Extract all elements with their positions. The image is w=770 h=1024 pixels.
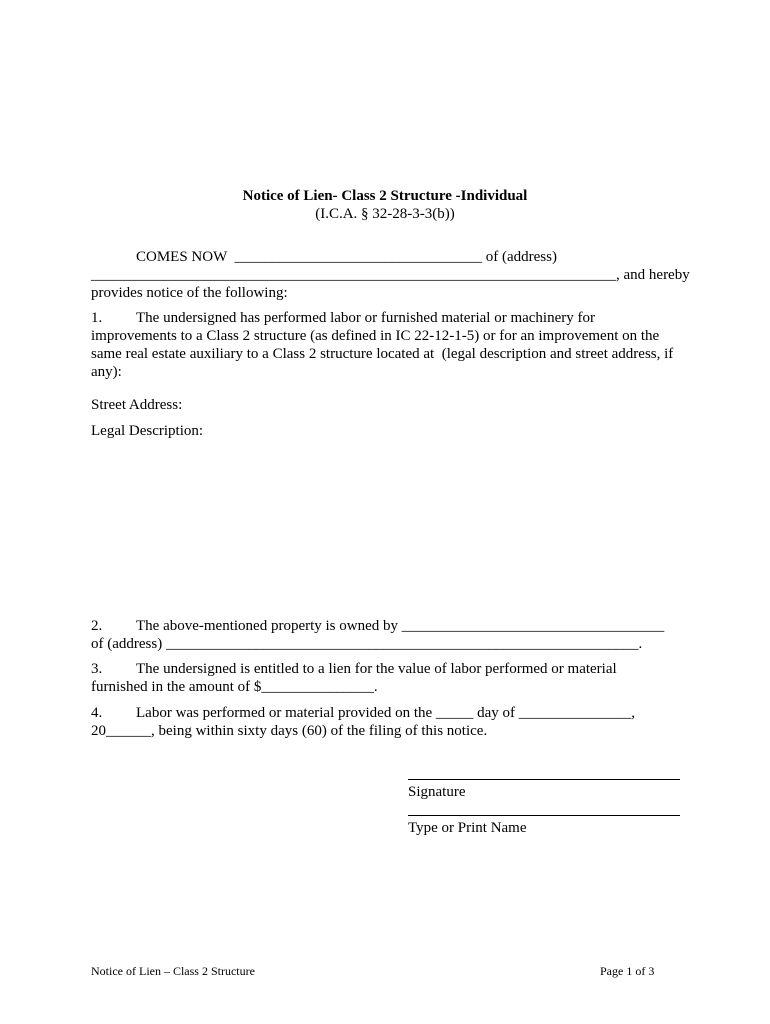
signature-label: Signature <box>408 784 466 800</box>
signature-line <box>408 779 680 780</box>
section1-line2: improvements to a Class 2 structure (as defined in IC 22-12-1-5) or for an improvement on the <box>91 328 660 344</box>
document-title: Notice of Lien- Class 2 Structure -Individual <box>242 188 528 204</box>
section3-number: 3. <box>91 661 103 677</box>
section1-number: 1. <box>91 310 103 326</box>
print-name-label: Type or Print Name <box>408 820 527 836</box>
street-address-label: Street Address: <box>91 397 183 413</box>
section4-line1: Labor was performed or material provided on the _____ day of _______________, <box>136 705 636 721</box>
section1-line1: The undersigned has performed labor or furnished material or machinery for <box>136 310 595 326</box>
section1-line3: same real estate auxiliary to a Class 2 structure located at (legal description and street address, if <box>91 346 674 362</box>
section2-number: 2. <box>91 618 103 634</box>
section4-number: 4. <box>91 705 103 721</box>
section2-line1: The above-mentioned property is owned by ___________________________________ <box>136 618 665 634</box>
comes-now-line: COMES NOW _________________________________ of (address) <box>136 249 557 265</box>
section1-line4: any): <box>91 364 122 380</box>
document-citation: (I.C.A. § 32-28-3-3(b)) <box>315 206 455 222</box>
footer-page-number: Page 1 of 3 <box>600 964 655 978</box>
legal-description-label: Legal Description: <box>91 423 204 439</box>
comes-now-address-line: ______________________________________________________________________, and hereby <box>91 267 690 283</box>
print-name-line <box>408 815 680 816</box>
section3-line2: furnished in the amount of $_______________. <box>91 679 378 695</box>
section3-line1: The undersigned is entitled to a lien for the value of labor performed or material <box>136 661 617 677</box>
section4-line2: 20______, being within sixty days (60) of the filing of this notice. <box>91 723 488 739</box>
footer-title: Notice of Lien – Class 2 Structure <box>91 964 255 978</box>
comes-now-notice-line: provides notice of the following: <box>91 285 288 301</box>
section2-line2: of (address) _______________________________________________________________. <box>91 636 643 652</box>
